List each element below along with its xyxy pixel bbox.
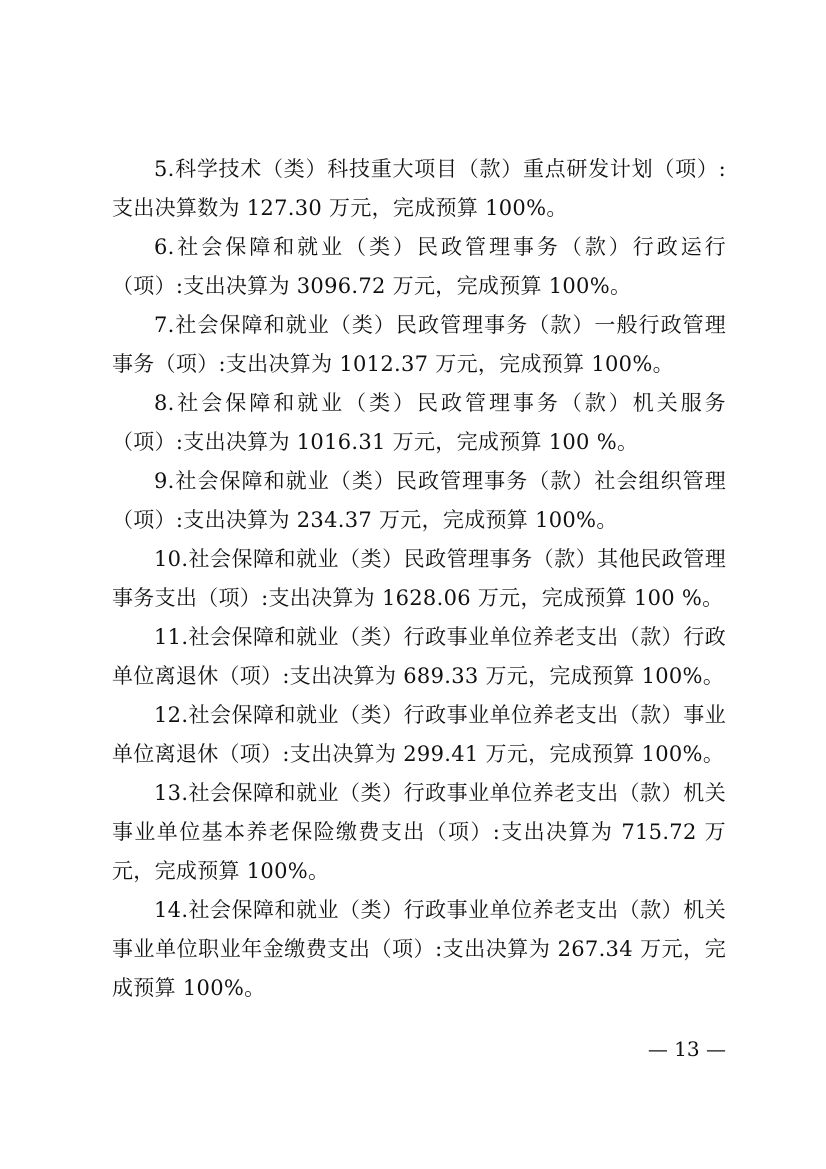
paragraph-item-6: 6.社会保障和就业（类）民政管理事务（款）行政运行（项）:支出决算为 3096.72 万元，完成预算 100%。 [112, 235, 726, 298]
paragraph-item-8: 8.社会保障和就业（类）民政管理事务（款）机关服务（项）:支出决算为 1016.31 万元，完成预算 100 %。 [112, 391, 726, 454]
paragraph-item-13: 13.社会保障和就业（类）行政事业单位养老支出（款）机关事业单位基本养老保险缴费支出（项）:支出决算为 715.72 万元，完成预算 100%。 [112, 781, 726, 883]
paragraph-item-10: 10.社会保障和就业（类）民政管理事务（款）其他民政管理事务支出（项）:支出决算为 1628.06 万元，完成预算 100 %。 [112, 547, 726, 610]
paragraph-item-9: 9.社会保障和就业（类）民政管理事务（款）社会组织管理（项）:支出决算为 234.37 万元，完成预算 100%。 [112, 469, 726, 532]
paragraph-item-5: 5.科学技术（类）科技重大项目（款）重点研发计划（项）:支出决算数为 127.30 万元，完成预算 100%。 [112, 157, 726, 220]
page-number: — 13 — [647, 1037, 726, 1061]
paragraph-item-11: 11.社会保障和就业（类）行政事业单位养老支出（款）行政单位离退休（项）:支出决算为 689.33 万元，完成预算 100%。 [112, 625, 726, 688]
paragraph-item-7: 7.社会保障和就业（类）民政管理事务（款）一般行政管理事务（项）:支出决算为 1012.37 万元，完成预算 100%。 [112, 313, 726, 376]
paragraph-item-12: 12.社会保障和就业（类）行政事业单位养老支出（款）事业单位离退休（项）:支出决算为 299.41 万元，完成预算 100%。 [112, 703, 726, 766]
document-body [112, 150, 726, 1008]
paragraph-item-14: 14.社会保障和就业（类）行政事业单位养老支出（款）机关事业单位职业年金缴费支出（项）:支出决算为 267.34 万元，完成预算 100%。 [112, 898, 726, 1000]
